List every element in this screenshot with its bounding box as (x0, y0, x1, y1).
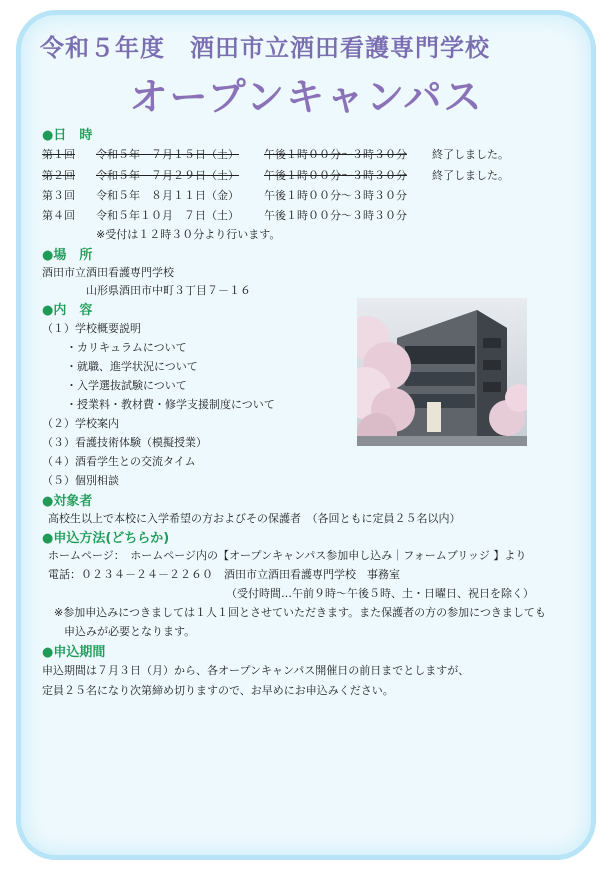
content-item: （５）個別相談 (42, 474, 119, 487)
school-title: 令和５年度 酒田市立酒田看護専門学校 (40, 34, 490, 62)
section-heading-period: ●申込期間 (42, 645, 106, 660)
reception-note: ※受付は１２時３０分より行います。 (96, 228, 281, 241)
date-row-4 (42, 207, 407, 223)
date-row-time: 午後１時００分～３時３０分 (264, 189, 407, 202)
date-row-date: 令和５年１０月 ７日（土） (96, 209, 239, 222)
event-title: オープンキャンパス (129, 75, 484, 119)
date-row-time: 午後１時００分～３時３０分 (264, 148, 407, 161)
section-heading-dates: ●日 時 (42, 128, 93, 143)
content-item: （４）酒看学生との交流タイム (42, 455, 196, 468)
school-building-photo (357, 298, 527, 446)
apply-hours: （受付時間…午前９時～午後５時、土・日曜日、祝日を除く） (226, 587, 534, 600)
date-row-label: 第２回 (42, 169, 75, 182)
date-row-date: 令和５年 ７月１５日（土） (96, 148, 239, 161)
section-heading-apply: ●申込方法(どちらか) (42, 531, 170, 546)
date-row-date: 令和５年 ８月１１日（金） (96, 189, 239, 202)
date-row-label: 第１回 (42, 148, 75, 161)
content-subitem: ・就職、進学状況について (66, 360, 198, 373)
target-text: 高校生以上で本校に入学希望の方およびその保護者 （各回ともに定員２５名以内） (48, 512, 461, 525)
section-heading-content: ●内 容 (42, 303, 93, 318)
date-row-1 (42, 146, 509, 162)
content-item: （１）学校概要説明 (42, 322, 141, 335)
apply-note: ※参加申込みにつきましては１人１回とさせていただきます。また保護者の方の参加につきましても (54, 606, 546, 619)
date-row-time: 午後１時００分～３時３０分 (264, 169, 407, 182)
date-row-2 (42, 167, 509, 183)
content-subitem: ・カリキュラムについて (66, 341, 187, 354)
apply-phone: 電話：０２３４－２４－２２６０ 酒田市立酒田看護専門学校 事務室 (48, 568, 400, 581)
section-heading-place: ●場 所 (42, 248, 93, 263)
date-row-label: 第４回 (42, 209, 75, 222)
date-row-status: 終了しました。 (432, 169, 509, 182)
content-item: （３）看護技術体験（模擬授業） (42, 436, 207, 449)
content-subitem: ・入学選抜試験について (66, 379, 187, 392)
date-row-date: 令和５年 ７月２９日（土） (96, 169, 239, 182)
period-text-cont: 定員２５名になり次第締め切りますので、お早めにお申込みください。 (42, 684, 394, 697)
place-name: 酒田市立酒田看護専門学校 (42, 266, 174, 279)
place-address: 山形県酒田市中町３丁目７－１６ (86, 284, 251, 297)
apply-web: ホームページ： ホームページ内の【オープンキャンパス参加申し込み｜フォームブリッジ 】より (48, 549, 527, 562)
date-row-status: 終了しました。 (432, 148, 509, 161)
date-row-label: 第３回 (42, 189, 75, 202)
period-text: 申込期間は７月３日（月）から、各オープンキャンパス開催日の前日までとしますが、 (42, 664, 470, 677)
content-item: （２）学校案内 (42, 417, 119, 430)
section-heading-target: ●対象者 (42, 494, 93, 509)
date-row-time: 午後１時００分～３時３０分 (264, 209, 407, 222)
date-row-3 (42, 187, 407, 203)
content-subitem: ・授業料・教材費・修学支援制度について (66, 398, 275, 411)
apply-note-cont: 申込みが必要となります。 (64, 625, 196, 638)
